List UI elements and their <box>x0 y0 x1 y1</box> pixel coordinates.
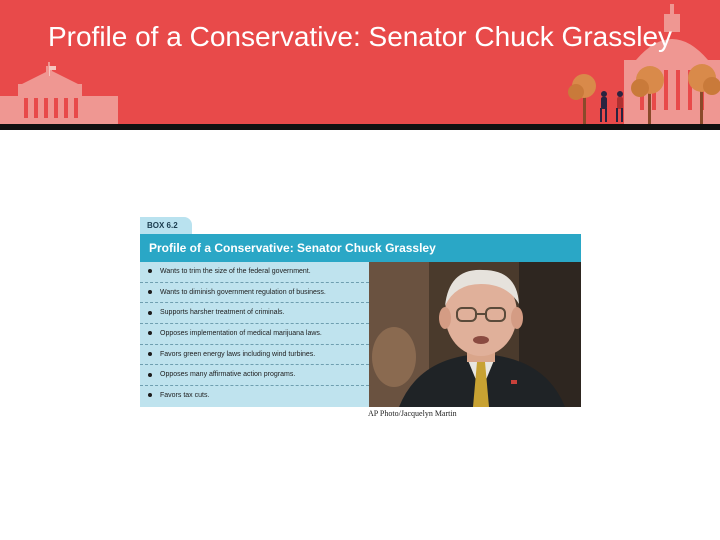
list-item <box>140 324 369 345</box>
slide-title: Profile of a Conservative: Senator Chuck Grassley <box>47 21 673 52</box>
bullet-icon <box>148 290 152 294</box>
walking-people-icon <box>600 91 623 122</box>
list-item-text: Opposes many affirmative action programs. <box>160 371 296 379</box>
box-title: Profile of a Conservative: Senator Chuck Grassley <box>149 241 436 255</box>
list-item-text: Wants to diminish government regulation of business. <box>160 288 326 296</box>
banner-illustration <box>0 0 720 124</box>
header-banner <box>0 0 720 124</box>
list-item <box>140 365 369 386</box>
list-item-text: Opposes implementation of medical marijuana laws. <box>160 330 322 338</box>
list-item-text: Favors green energy laws including wind turbines. <box>160 350 316 358</box>
white-house-icon <box>0 62 118 124</box>
bullet-icon <box>148 331 152 335</box>
list-item-text: Supports harsher treatment of criminals. <box>160 309 285 317</box>
bullet-icon <box>148 393 152 397</box>
box-tab-label: BOX 6.2 <box>140 217 192 235</box>
senator-portrait-image <box>369 262 581 407</box>
list-item <box>140 283 369 304</box>
profile-box <box>140 217 581 407</box>
list-item <box>140 386 369 407</box>
banner-divider <box>0 124 720 130</box>
list-item <box>140 345 369 366</box>
positions-list <box>140 262 369 407</box>
box-header <box>140 234 581 262</box>
list-item <box>140 303 369 324</box>
bullet-icon <box>148 269 152 273</box>
senator-photo <box>369 262 581 407</box>
list-item-text: Favors tax cuts. <box>160 392 210 400</box>
list-item <box>140 262 369 283</box>
bullet-icon <box>148 311 152 315</box>
list-item-text: Wants to trim the size of the federal government. <box>160 268 311 275</box>
bullet-icon <box>148 373 152 377</box>
bullet-icon <box>148 352 152 356</box>
photo-credit: AP Photo/Jacquelyn Martin <box>368 409 457 418</box>
